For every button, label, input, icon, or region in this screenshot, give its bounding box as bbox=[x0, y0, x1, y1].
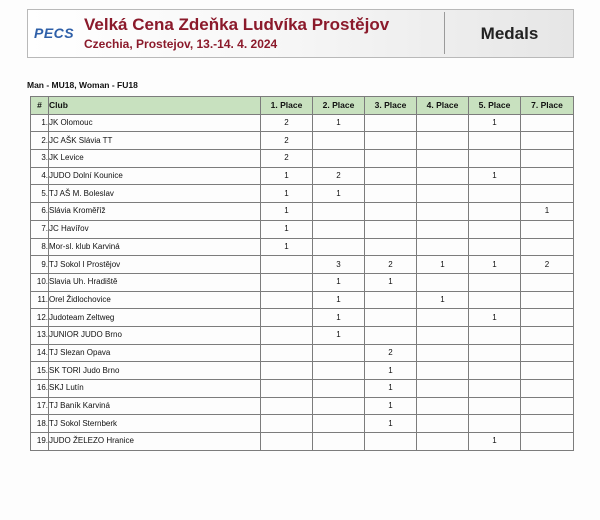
place-5-cell: 1 bbox=[469, 309, 521, 327]
place-5-cell bbox=[469, 203, 521, 221]
place-4-cell bbox=[417, 362, 469, 380]
place-4-cell bbox=[417, 132, 469, 150]
place-5-cell bbox=[469, 291, 521, 309]
place-7-cell: 1 bbox=[521, 203, 574, 221]
place-5-cell bbox=[469, 185, 521, 203]
place-1-cell bbox=[261, 362, 313, 380]
place-2-cell: 2 bbox=[313, 167, 365, 185]
club-cell: SK TORI Judo Brno bbox=[49, 362, 261, 380]
place-5-cell bbox=[469, 273, 521, 291]
table-row bbox=[31, 309, 574, 327]
rank-cell: 3. bbox=[31, 150, 49, 168]
place-7-cell bbox=[521, 433, 574, 451]
place-7-cell bbox=[521, 415, 574, 433]
place-5-cell bbox=[469, 362, 521, 380]
rank-cell: 2. bbox=[31, 132, 49, 150]
place-7-cell bbox=[521, 167, 574, 185]
header-divider bbox=[444, 12, 445, 54]
place-2-cell bbox=[313, 380, 365, 398]
place-2-cell: 1 bbox=[313, 185, 365, 203]
place-1-cell bbox=[261, 397, 313, 415]
event-subtitle: Czechia, Prostejov, 13.-14. 4. 2024 bbox=[84, 37, 278, 51]
place-7-cell bbox=[521, 291, 574, 309]
place-3-cell bbox=[365, 220, 417, 238]
club-cell: JK Levice bbox=[49, 150, 261, 168]
table-row bbox=[31, 114, 574, 132]
place-3-cell: 1 bbox=[365, 415, 417, 433]
header-place-2: 2. Place bbox=[313, 97, 365, 115]
category-label: Man - MU18, Woman - FU18 bbox=[27, 80, 138, 90]
place-5-cell: 1 bbox=[469, 167, 521, 185]
table-row bbox=[31, 326, 574, 344]
place-2-cell bbox=[313, 203, 365, 221]
place-1-cell: 1 bbox=[261, 220, 313, 238]
pecs-logo: PECS bbox=[34, 25, 75, 41]
place-5-cell bbox=[469, 397, 521, 415]
club-cell: Mor-sl. klub Karviná bbox=[49, 238, 261, 256]
place-1-cell bbox=[261, 273, 313, 291]
place-4-cell bbox=[417, 167, 469, 185]
rank-cell: 12. bbox=[31, 309, 49, 327]
place-2-cell bbox=[313, 397, 365, 415]
table-row bbox=[31, 380, 574, 398]
place-4-cell bbox=[417, 380, 469, 398]
table-row bbox=[31, 256, 574, 274]
place-5-cell bbox=[469, 220, 521, 238]
section-title: Medals bbox=[480, 24, 539, 43]
place-4-cell bbox=[417, 203, 469, 221]
club-cell: SKJ Lutín bbox=[49, 380, 261, 398]
place-5-cell bbox=[469, 380, 521, 398]
place-2-cell bbox=[313, 220, 365, 238]
place-5-cell bbox=[469, 238, 521, 256]
rank-cell: 8. bbox=[31, 238, 49, 256]
place-2-cell bbox=[313, 150, 365, 168]
header-number: # bbox=[31, 97, 49, 115]
header-place-1: 1. Place bbox=[261, 97, 313, 115]
club-cell: JUNIOR JUDO Brno bbox=[49, 326, 261, 344]
place-1-cell: 2 bbox=[261, 150, 313, 168]
place-3-cell: 2 bbox=[365, 256, 417, 274]
place-2-cell: 1 bbox=[313, 114, 365, 132]
place-5-cell: 1 bbox=[469, 114, 521, 132]
event-title: Velká Cena Zdeňka Ludvíka Prostějov bbox=[84, 15, 390, 34]
table-row bbox=[31, 220, 574, 238]
report-header bbox=[27, 9, 574, 58]
place-7-cell bbox=[521, 309, 574, 327]
place-5-cell bbox=[469, 415, 521, 433]
place-7-cell bbox=[521, 397, 574, 415]
place-2-cell: 1 bbox=[313, 309, 365, 327]
rank-cell: 7. bbox=[31, 220, 49, 238]
place-5-cell: 1 bbox=[469, 433, 521, 451]
place-7-cell bbox=[521, 132, 574, 150]
rank-cell: 11. bbox=[31, 291, 49, 309]
place-2-cell bbox=[313, 433, 365, 451]
table-row bbox=[31, 344, 574, 362]
rank-cell: 4. bbox=[31, 167, 49, 185]
place-4-cell bbox=[417, 326, 469, 344]
place-3-cell bbox=[365, 167, 417, 185]
place-2-cell: 1 bbox=[313, 291, 365, 309]
club-cell: JUDO Dolní Kounice bbox=[49, 167, 261, 185]
place-3-cell: 2 bbox=[365, 344, 417, 362]
place-3-cell bbox=[365, 132, 417, 150]
place-4-cell bbox=[417, 150, 469, 168]
place-4-cell bbox=[417, 433, 469, 451]
place-4-cell bbox=[417, 397, 469, 415]
place-3-cell bbox=[365, 291, 417, 309]
table-row bbox=[31, 291, 574, 309]
club-cell: Slavia Uh. Hradiště bbox=[49, 273, 261, 291]
place-2-cell: 3 bbox=[313, 256, 365, 274]
place-3-cell bbox=[365, 309, 417, 327]
place-4-cell bbox=[417, 273, 469, 291]
place-1-cell bbox=[261, 415, 313, 433]
club-cell: JC Havířov bbox=[49, 220, 261, 238]
club-cell: JK Olomouc bbox=[49, 114, 261, 132]
club-cell: TJ Sokol Sternberk bbox=[49, 415, 261, 433]
club-cell: TJ Slezan Opava bbox=[49, 344, 261, 362]
header-place-5: 5. Place bbox=[469, 97, 521, 115]
place-5-cell: 1 bbox=[469, 256, 521, 274]
place-7-cell bbox=[521, 326, 574, 344]
place-3-cell: 1 bbox=[365, 380, 417, 398]
place-1-cell bbox=[261, 309, 313, 327]
place-7-cell bbox=[521, 380, 574, 398]
place-4-cell: 1 bbox=[417, 291, 469, 309]
rank-cell: 1. bbox=[31, 114, 49, 132]
table-row bbox=[31, 397, 574, 415]
place-1-cell bbox=[261, 344, 313, 362]
place-3-cell bbox=[365, 326, 417, 344]
place-3-cell bbox=[365, 433, 417, 451]
place-7-cell bbox=[521, 185, 574, 203]
table-row bbox=[31, 362, 574, 380]
club-cell: Judoteam Zeltweg bbox=[49, 309, 261, 327]
place-4-cell bbox=[417, 220, 469, 238]
place-3-cell bbox=[365, 114, 417, 132]
place-2-cell bbox=[313, 362, 365, 380]
place-5-cell bbox=[469, 132, 521, 150]
club-cell: Slávia Kroměříž bbox=[49, 203, 261, 221]
rank-cell: 16. bbox=[31, 380, 49, 398]
table-row bbox=[31, 185, 574, 203]
club-cell: JC AŠK Slávia TT bbox=[49, 132, 261, 150]
place-4-cell bbox=[417, 238, 469, 256]
place-5-cell bbox=[469, 326, 521, 344]
place-3-cell bbox=[365, 185, 417, 203]
place-7-cell bbox=[521, 362, 574, 380]
medals-table bbox=[30, 96, 574, 451]
place-1-cell bbox=[261, 433, 313, 451]
place-7-cell bbox=[521, 273, 574, 291]
place-2-cell bbox=[313, 415, 365, 433]
place-7-cell: 2 bbox=[521, 256, 574, 274]
rank-cell: 15. bbox=[31, 362, 49, 380]
place-7-cell bbox=[521, 114, 574, 132]
rank-cell: 5. bbox=[31, 185, 49, 203]
table-body bbox=[31, 114, 574, 450]
rank-cell: 10. bbox=[31, 273, 49, 291]
header-place-4: 4. Place bbox=[417, 97, 469, 115]
place-5-cell bbox=[469, 150, 521, 168]
place-3-cell: 1 bbox=[365, 397, 417, 415]
place-3-cell bbox=[365, 238, 417, 256]
table-row bbox=[31, 167, 574, 185]
place-1-cell: 1 bbox=[261, 238, 313, 256]
rank-cell: 9. bbox=[31, 256, 49, 274]
rank-cell: 17. bbox=[31, 397, 49, 415]
table-row bbox=[31, 132, 574, 150]
place-4-cell bbox=[417, 309, 469, 327]
place-2-cell bbox=[313, 344, 365, 362]
place-1-cell: 2 bbox=[261, 114, 313, 132]
header-place-7: 7. Place bbox=[521, 97, 574, 115]
table-row bbox=[31, 415, 574, 433]
place-1-cell bbox=[261, 256, 313, 274]
place-7-cell bbox=[521, 238, 574, 256]
place-1-cell: 2 bbox=[261, 132, 313, 150]
place-2-cell: 1 bbox=[313, 326, 365, 344]
place-3-cell bbox=[365, 150, 417, 168]
rank-cell: 6. bbox=[31, 203, 49, 221]
place-4-cell bbox=[417, 415, 469, 433]
place-1-cell bbox=[261, 380, 313, 398]
place-1-cell: 1 bbox=[261, 203, 313, 221]
place-3-cell: 1 bbox=[365, 273, 417, 291]
club-cell: TJ Sokol I Prostějov bbox=[49, 256, 261, 274]
place-4-cell bbox=[417, 344, 469, 362]
place-1-cell: 1 bbox=[261, 185, 313, 203]
rank-cell: 19. bbox=[31, 433, 49, 451]
place-3-cell: 1 bbox=[365, 362, 417, 380]
place-4-cell bbox=[417, 185, 469, 203]
place-2-cell bbox=[313, 238, 365, 256]
table-header-row bbox=[31, 97, 574, 115]
table-row bbox=[31, 433, 574, 451]
place-1-cell bbox=[261, 326, 313, 344]
table-row bbox=[31, 238, 574, 256]
place-1-cell: 1 bbox=[261, 167, 313, 185]
table-row bbox=[31, 203, 574, 221]
place-7-cell bbox=[521, 150, 574, 168]
place-2-cell: 1 bbox=[313, 273, 365, 291]
place-7-cell bbox=[521, 344, 574, 362]
rank-cell: 14. bbox=[31, 344, 49, 362]
rank-cell: 13. bbox=[31, 326, 49, 344]
place-2-cell bbox=[313, 132, 365, 150]
table-row bbox=[31, 273, 574, 291]
club-cell: TJ Baník Karviná bbox=[49, 397, 261, 415]
rank-cell: 18. bbox=[31, 415, 49, 433]
club-cell: Orel Židlochovice bbox=[49, 291, 261, 309]
place-7-cell bbox=[521, 220, 574, 238]
header-club: Club bbox=[49, 97, 261, 115]
club-cell: JUDO ŽELEZO Hranice bbox=[49, 433, 261, 451]
table-row bbox=[31, 150, 574, 168]
place-4-cell: 1 bbox=[417, 256, 469, 274]
place-3-cell bbox=[365, 203, 417, 221]
place-4-cell bbox=[417, 114, 469, 132]
place-5-cell bbox=[469, 344, 521, 362]
place-1-cell bbox=[261, 291, 313, 309]
club-cell: TJ AŠ M. Boleslav bbox=[49, 185, 261, 203]
header-place-3: 3. Place bbox=[365, 97, 417, 115]
